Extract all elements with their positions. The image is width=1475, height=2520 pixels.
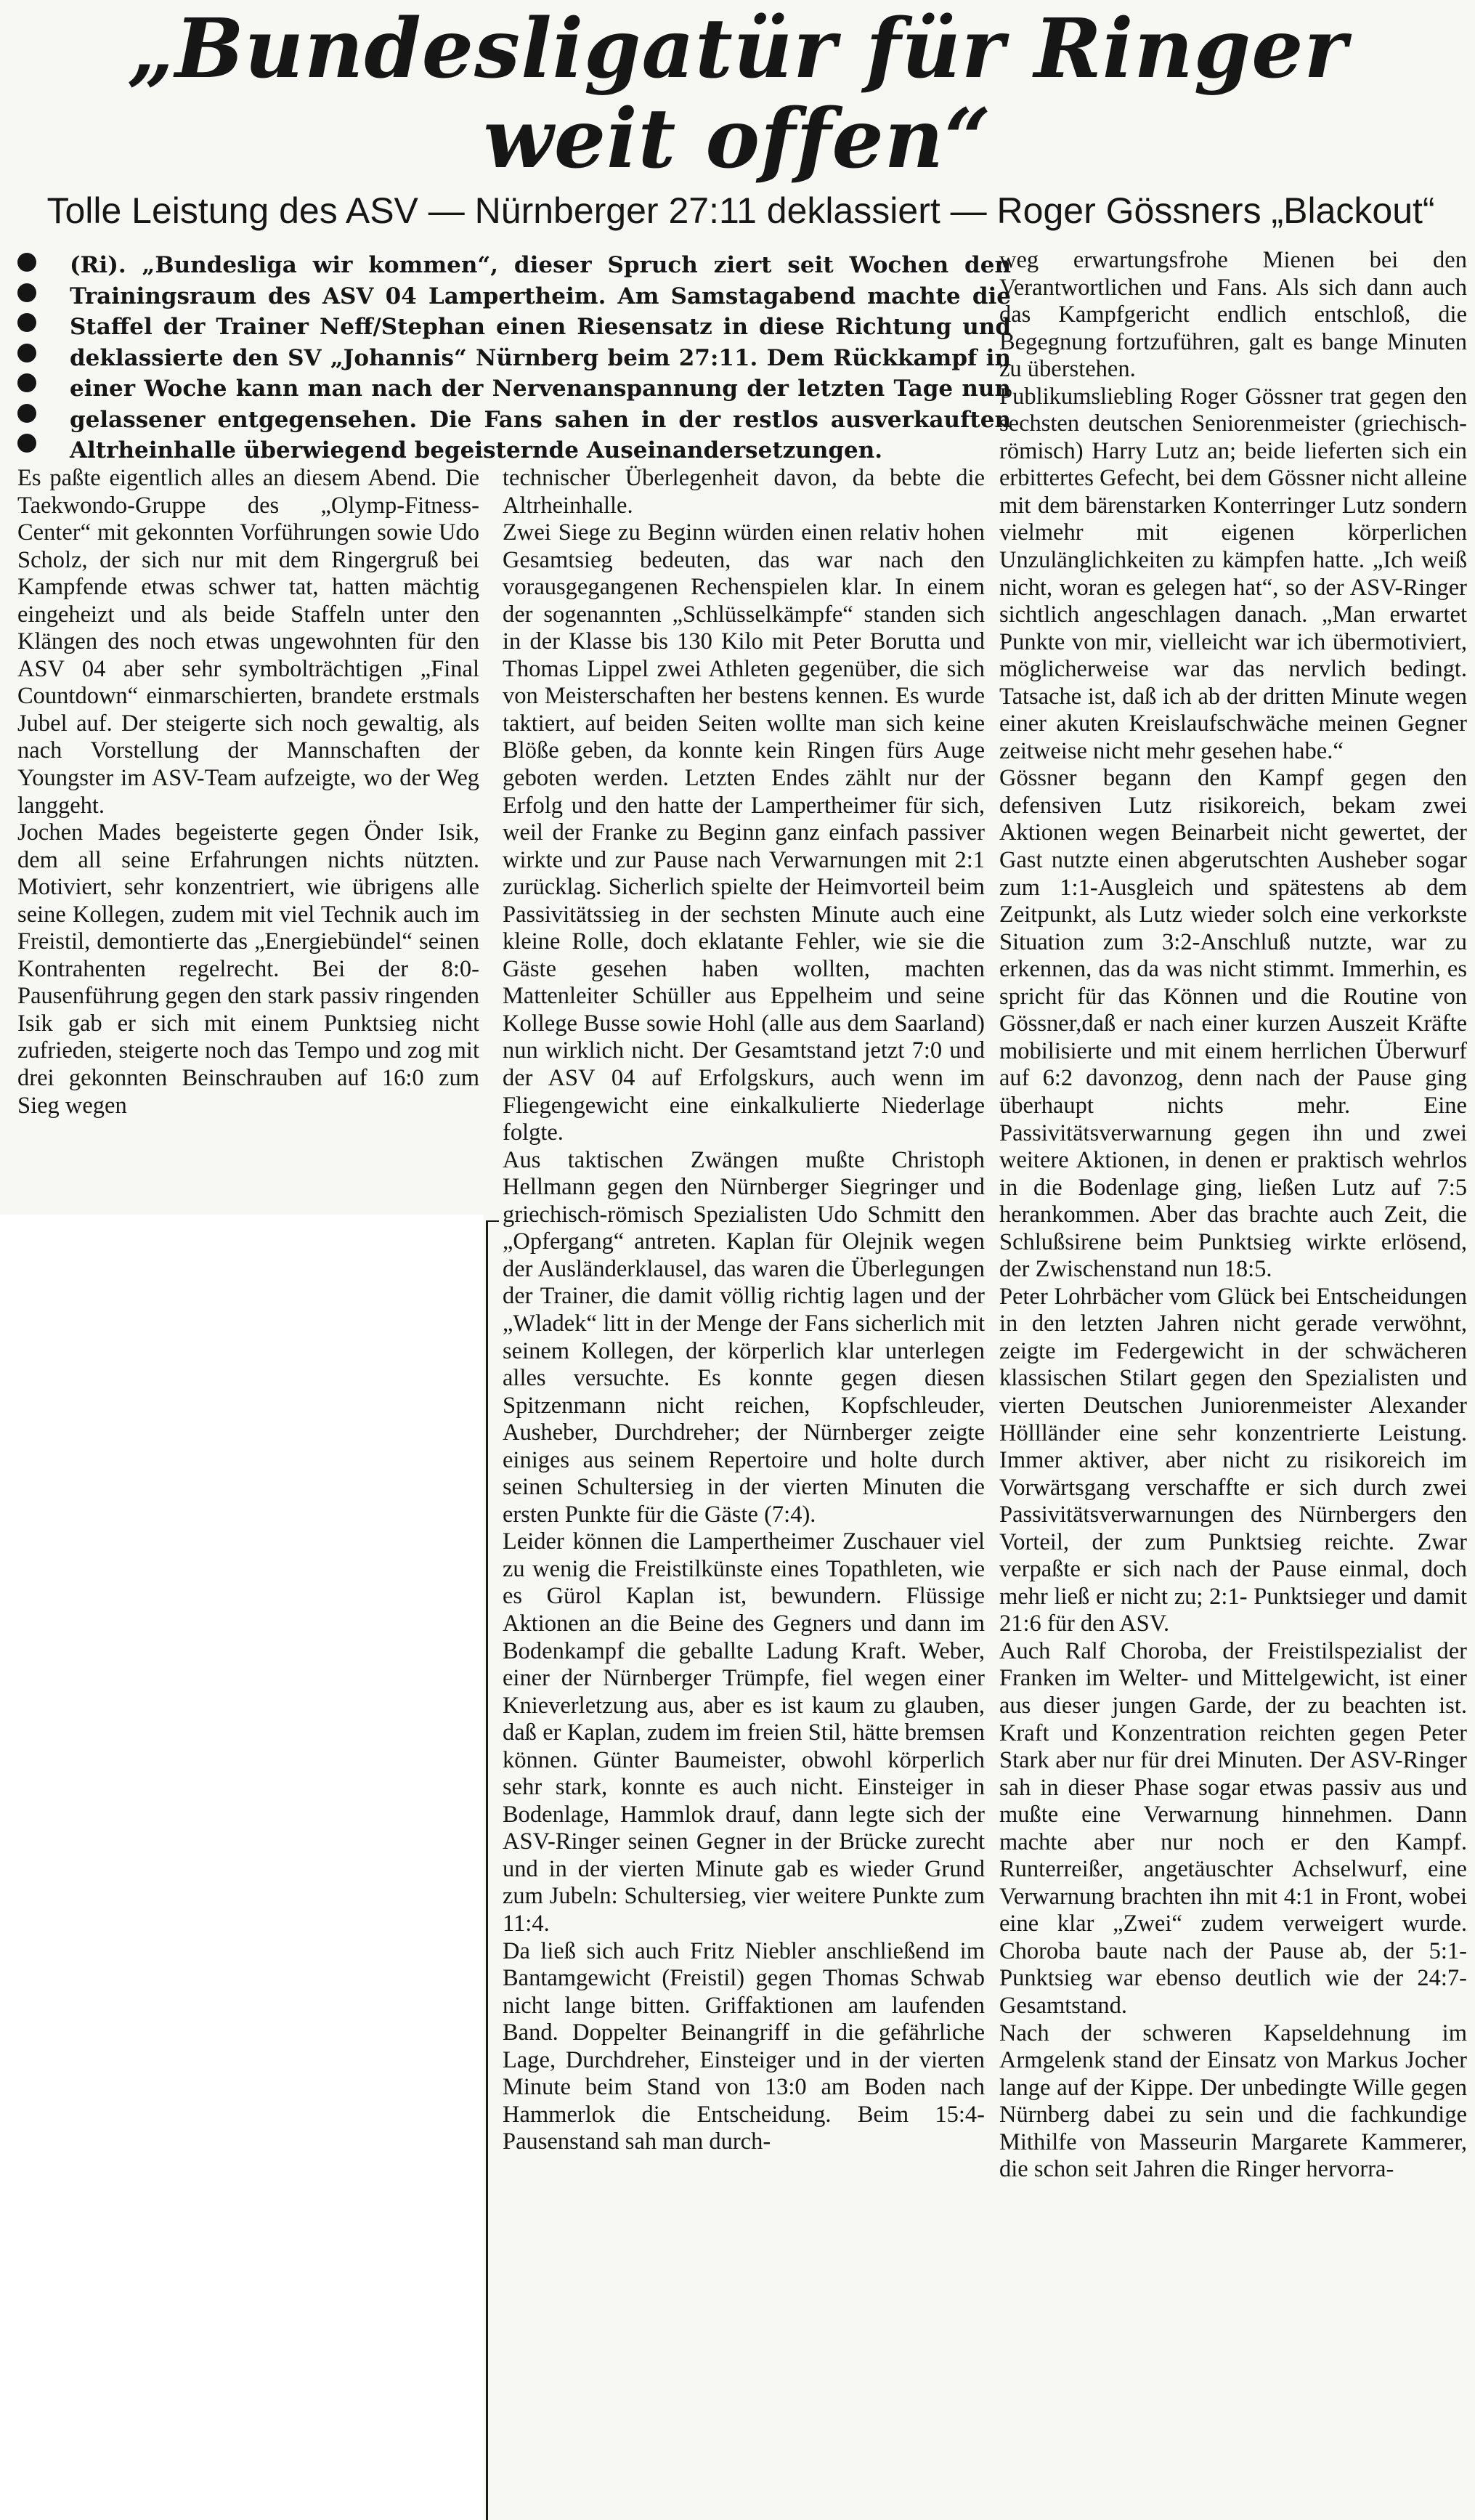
headline bbox=[0, 1, 1475, 187]
headline-line-1: „Bundesligatür für Ringer bbox=[127, 1, 1348, 97]
blank-area bbox=[0, 1215, 484, 2520]
bullet-icon bbox=[17, 373, 36, 392]
paragraph: Gössner begann den Kampf gegen den defensiven Lutz risikoreich, bekam zwei Aktionen wegen Beinarbeit nicht gewertet, der Gast nutzte einen abgerutschten Ausheber sogar zum 1:1-Ausgleich und spätestens ab dem Zeitpunkt, als Lutz wieder solch eine verkorkste Situation zum 3:2-Anschluß nutzte, war zu erkennen, das da was nicht stimmt. Immerhin, es spricht für das Können und die Routine von Gössner,daß er nach einer kurzen Auszeit Kräfte mobilisierte und mit einem herrlichen Überwurf auf 6:2 davonzog, denn nach der Pause ging überhaupt nichts mehr. Eine Passivitätsverwarnung gegen ihn und zwei weitere Aktionen, in denen er praktisch wehrlos in die Bodenlage ging, ließen Lutz auf 7:5 herankommen. Aber das brachte auch Zeit, die Schlußsirene beim Punktsieg wirkte erlösend, der Zwischenstand nun 18:5. bbox=[999, 765, 1467, 1283]
bullet-icon bbox=[17, 253, 36, 272]
bullet-icon bbox=[17, 434, 36, 453]
subheadline: Tolle Leistung des ASV — Nürnberger 27:11 deklassiert — Roger Gössners „Blackout“ bbox=[46, 190, 1435, 231]
paragraph: technischer Überlegenheit davon, da bebte die Altrheinhalle. bbox=[503, 465, 985, 519]
paragraph: Es paßte eigentlich alles an diesem Abend. Die Taekwondo-Gruppe des „Olymp-Fitness-Center“ mit gekonnten Vorführungen sowie Udo Scholz, der sich nur mit dem Ringergruß bei Kampfende etwas schwer tat, hatten mächtig eingeheizt und als beide Staffeln unter den Klängen des noch etwas ungewohnten für den ASV 04 aber sehr symbolträchtigen „Final Countdown“ einmarschierten, brandete erstmals Jubel auf. Der steigerte sich noch gewaltig, als nach Vorstellung der Mannschaften der Youngster im ASV-Team aufzeigte, wo der Weg langgeht. bbox=[17, 465, 479, 819]
paragraph: Leider können die Lampertheimer Zuschauer viel zu wenig die Freistilkünste eines Topathleten, wie es Gürol Kaplan ist, bewundern. Flüssige Aktionen an die Beine des Gegners und dann im Bodenkampf die geballte Ladung Kraft. Weber, einer der Nürnberger Trümpfe, fiel wegen einer Knieverletzung aus, aber es ist kaum zu glauben, daß er Kaplan, zudem im freien Stil, hätte bremsen können. Günter Baumeister, obwohl körperlich sehr stark, konnte es auch nicht. Einsteiger in Bodenlage, Hammlok drauf, dann legte sich der ASV-Ringer seinen Gegner in der Brücke zurecht und in der vierten Minute gab es wieder Grund zum Jubeln: Schultersieg, vier weitere Punkte zum 11:4. bbox=[503, 1528, 985, 1937]
lead-bullets bbox=[17, 253, 52, 464]
paragraph: Zwei Siege zu Beginn würden einen relativ hohen Gesamtsieg bedeuten, das war nach den vorausgegangenen Rechenspielen klar. In einem der sogenannten „Schlüsselkämpfe“ standen sich in der Klasse bis 130 Kilo mit Peter Borutta und Thomas Lippel zwei Athleten gegenüber, die sich von Meisterschaften her bestens kennen. Es wurde taktiert, auf beiden Seiten wollte man sich keine Blöße geben, da konnte kein Ringen fürs Auge geboten werden. Letzten Endes zählt nur der Erfolg und den hatte der Lampertheimer für sich, weil der Franke zu Beginn ganz einfach passiver wirkte und zur Pause nach Verwarnungen mit 2:1 zurücklag. Sicherlich spielte der Heimvorteil beim Passivitätssieg in der sechsten Minute auch eine kleine Rolle, doch eklatante Fehler, wie sie die Gäste gesehen haben wollten, machten Mattenleiter Schüller aus Eppelheim und seine Kollege Busse sowie Hohl (alle aus dem Saarland) nun wirklich nicht. Der Gesamtstand jetzt 7:0 und der ASV 04 auf Erfolgskurs, auch wenn im Fliegengewicht eine einkalkulierte Niederlage folgte. bbox=[503, 519, 985, 1146]
bullet-icon bbox=[17, 283, 36, 302]
article-column-1 bbox=[17, 465, 479, 1206]
paragraph: Jochen Mades begeisterte gegen Önder Isik, dem all seine Erfahrungen nichts nützten. Motiviert, sehr konzentriert, wie übrigens alle seine Kollegen, zudem mit viel Technik auch im Freistil, demontierte das „Energiebündel“ seinen Kontrahenten regelrecht. Bei der 8:0-Pausenführung gegen den stark passiv ringenden Isik gab er sich mit einem Punktsieg nicht zufrieden, steigerte noch das Tempo und zog mit drei gekonnten Beinschrauben auf 16:0 zum Sieg wegen bbox=[17, 819, 479, 1119]
bullet-icon bbox=[17, 313, 36, 332]
paragraph: weg erwartungsfrohe Mienen bei den Verantwortlichen und Fans. Als sich dann auch das Kampfgericht endlich entschloß, die Begegnung fortzuführen, galt es bange Minuten zu überstehen. bbox=[999, 247, 1467, 383]
column-divider-tick bbox=[486, 1220, 499, 1222]
bullet-icon bbox=[17, 344, 36, 362]
lead-paragraph: (Ri). „Bundesliga wir kommen“, dieser Spruch ziert seit Wochen den Trainingsraum des ASV 04 Lampertheim. Am Samstagabend machte die Staffel der Trainer Neff/Stephan einen Riesensatz in diese Richtung und deklassierte den SV „Johannis“ Nürnberg beim 27:11. Dem Rückkampf in einer Woche kann man nach der Nervenanspannung der letzten Tage nun gelassener entgegensehen. Die Fans sahen in der restlos ausverkauften Altrheinhalle überwiegend begeisternde Auseinandersetzungen. bbox=[70, 252, 1011, 463]
paragraph: Aus taktischen Zwängen mußte Christoph Hellmann gegen den Nürnberger Siegringer und griechisch-römisch Spezialisten Udo Schmitt den „Opfergang“ antreten. Kaplan für Olejnik wegen der Ausländerklausel, das waren die Überlegungen der Trainer, die damit völlig richtig lagen und der „Wladek“ litt in der Menge der Fans sicherlich mit seinem Kollegen, der körperlich klar unterlegen alles versuchte. Es konnte gegen diesen Spitzenmann nicht reichen, Kopfschleuder, Ausheber, Durchdreher; der Nürnberger zeigte einiges aus seinem Repertoire und holte durch seinen Schultersieg in der vierten Minuten die ersten Punkte für die Gäste (7:4). bbox=[503, 1146, 985, 1528]
headline-line-2: weit offen“ bbox=[483, 92, 992, 187]
article-column-2 bbox=[503, 465, 985, 2520]
paragraph: Peter Lohrbächer vom Glück bei Entscheidungen in den letzten Jahren nicht gerade verwöhnt, zeigte im Federgewicht in der schwächeren klassischen Stilart gegen den Spezialisten und vierten Deutschen Juniorenmeister Alexander Höllländer eine sehr konzentrierte Leistung. Immer aktiver, aber nicht zu risikoreich im Vorwärtsgang verschaffte er sich durch zwei Passivitätsverwarnungen des Nürnbergers den Vorteil, der zum Punktsieg reichte. Zwar verpaßte er sich nach der Pause einmal, doch mehr ließ er nicht zu; 2:1- Punktsieger und damit 21:6 für den ASV. bbox=[999, 1283, 1467, 1637]
article-column-3 bbox=[999, 247, 1467, 2520]
paragraph: Nach der schweren Kapseldehnung im Armgelenk stand der Einsatz von Markus Jocher lange auf der Kippe. Der unbedingte Wille gegen Nürnberg dabei zu sein und die fachkundige Mithilfe von Masseurin Margarete Kammerer, die schon seit Jahren die Ringer hervorra- bbox=[999, 2019, 1467, 2183]
column-divider bbox=[486, 1220, 488, 2520]
paragraph: Auch Ralf Choroba, der Freistilspezialist der Franken im Welter- und Mittelgewicht, ist einer aus dieser jungen Garde, der zu beachten ist. Kraft und Konzentration reichten gegen Peter Stark aber nur für drei Minuten. Der ASV-Ringer sah in dieser Phase sogar etwas passiv aus und mußte eine Verwarnung hinnehmen. Dann machte aber nur noch er den Kampf. Runterreißer, angetäuschter Achselwurf, eine Verwarnung brachten ihn mit 4:1 in Front, wobei eine klar „Zwei“ zudem verweigert wurde. Choroba baute nach der Pause ab, der 5:1-Punktsieg war ebenso deutlich wie der 24:7-Gesamtstand. bbox=[999, 1637, 1467, 2019]
paragraph: Publikumsliebling Roger Gössner trat gegen den sechsten deutschen Seniorenmeister (griechisch-römisch) Harry Lutz an; beide lieferten sich ein erbittertes Gefecht, bei dem Gössner nicht alleine mit dem bärenstarken Konterringer Lutz sondern vielmehr mit eigenen körperlichen Unzulänglichkeiten zu kämpfen hatte. „Ich weiß nicht, woran es gelegen hat“, so der ASV-Ringer sichtlich angeschlagen danach. „Man erwartet Punkte von mir, vielleicht war ich übermotiviert, möglicherweise war das nervlich bedingt. Tatsache ist, daß ich ab der dritten Minute wegen einer akuten Kreislaufschwäche meinen Gegner zeitweise nicht mehr gesehen habe.“ bbox=[999, 383, 1467, 764]
paragraph: Da ließ sich auch Fritz Niebler anschließend im Bantamgewicht (Freistil) gegen Thomas Schwab nicht lange bitten. Griffaktionen am laufenden Band. Doppelter Beinangriff in die gefährliche Lage, Durchdreher, Einsteiger und in der vierten Minute beim Stand von 13:0 am Boden nach Hammerlok die Entscheidung. Beim 15:4-Pausenstand sah man durch- bbox=[503, 1937, 985, 2155]
bullet-icon bbox=[17, 404, 36, 423]
